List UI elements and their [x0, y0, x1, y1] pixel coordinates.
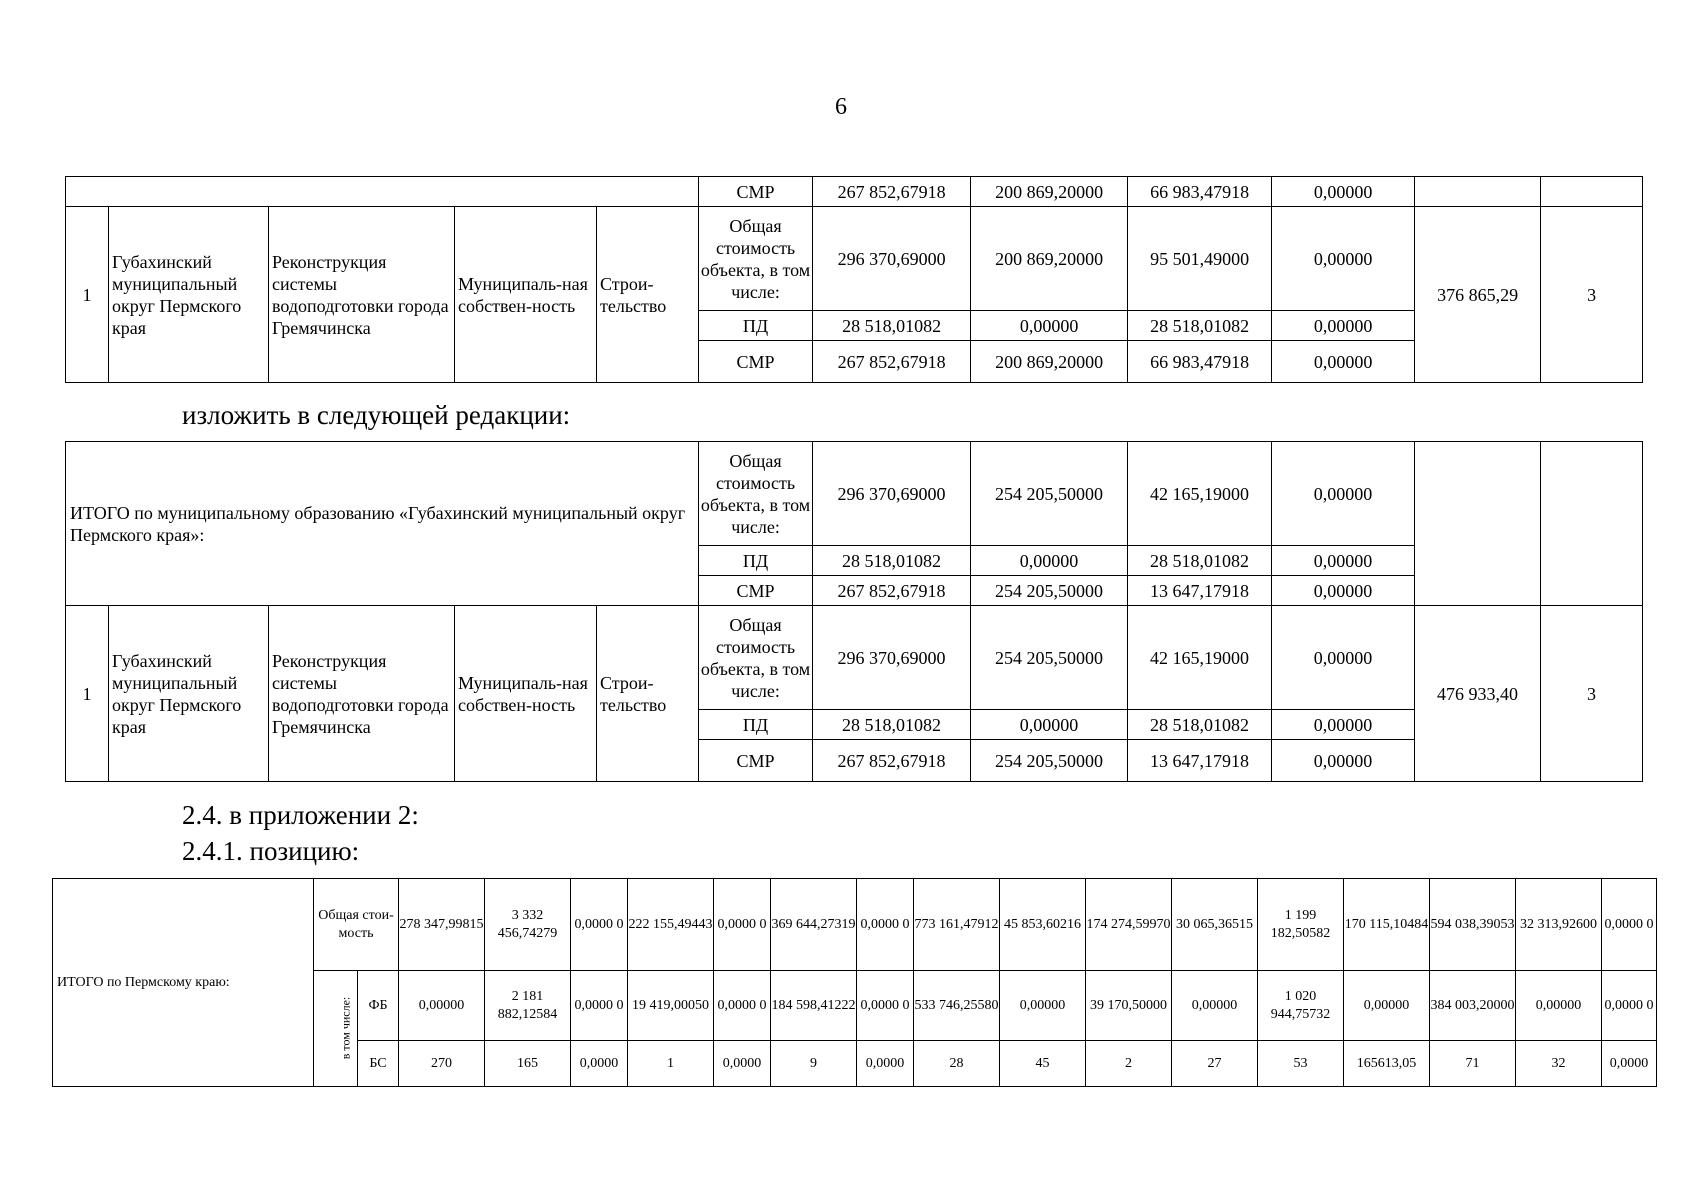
value-cell: 267 852,67918: [813, 576, 971, 606]
value-cell: 254 205,50000: [971, 442, 1128, 546]
value-cell: 165: [485, 1041, 571, 1087]
value-cell: 0,0000 0: [571, 971, 628, 1041]
value-cell: 594 038,39053: [1430, 879, 1516, 971]
total-cost-label: Общая стои-мость: [314, 879, 399, 971]
value-cell: 0,00000: [1272, 442, 1415, 546]
value-cell: 254 205,50000: [971, 606, 1128, 710]
value-cell: 0,00000: [1000, 971, 1086, 1041]
value-cell: 28 518,01082: [813, 311, 971, 341]
value-cell: 0,00000: [1272, 606, 1415, 710]
value-cell: 3 332 456,74279: [485, 879, 571, 971]
value-cell: 0,00000: [971, 546, 1128, 576]
position-heading: 2.4.1. позицию:: [182, 836, 360, 866]
table-row: [66, 177, 1643, 207]
value-cell: 0,00000: [399, 971, 485, 1041]
value-cell: 170 115,10484: [1344, 879, 1430, 971]
value-cell: 28 518,01082: [1128, 311, 1272, 341]
value-cell: 13 647,17918: [1128, 740, 1272, 782]
blank-cell: [66, 177, 699, 207]
work-type: Строи-тельство: [597, 606, 699, 782]
value-cell: 2 181 882,12584: [485, 971, 571, 1041]
value-cell: 0,00000: [1272, 710, 1415, 740]
fb-label: ФБ: [358, 971, 399, 1041]
row-label: СМР: [699, 740, 813, 782]
value-cell: 2: [1086, 1041, 1172, 1087]
value-cell: 278 347,99815: [399, 879, 485, 971]
value-cell: 0,00000: [1272, 740, 1415, 782]
value-cell: 0,0000: [857, 1041, 914, 1087]
value-cell: 254 205,50000: [971, 740, 1128, 782]
value-cell: 267 852,67918: [813, 341, 971, 383]
row-label: Общая стоимость объекта, в том числе:: [699, 442, 813, 546]
capacity-cell: 376 865,29: [1415, 207, 1541, 383]
value-cell: 254 205,50000: [971, 576, 1128, 606]
old-version-table: [65, 176, 1643, 383]
value-cell: 0,0000: [714, 1041, 771, 1087]
page-number: 6: [835, 94, 847, 120]
year-cell: 3: [1541, 606, 1643, 782]
value-cell: 0,0000: [571, 1041, 628, 1087]
value-cell: 0,00000: [1272, 177, 1415, 207]
row-number: 1: [66, 606, 109, 782]
value-cell: 222 155,49443: [628, 879, 714, 971]
including-label: в том числе:: [338, 996, 353, 1059]
value-cell: 28: [914, 1041, 1000, 1087]
row-label: ПД: [699, 710, 813, 740]
value-cell: 53: [1258, 1041, 1344, 1087]
value-cell: 296 370,69000: [813, 442, 971, 546]
value-cell: 42 165,19000: [1128, 442, 1272, 546]
value-cell: 30 065,36515: [1172, 879, 1258, 971]
value-cell: 0,00000: [1344, 971, 1430, 1041]
value-cell: 0,00000: [971, 311, 1128, 341]
value-cell: 66 983,47918: [1128, 341, 1272, 383]
value-cell: 32 313,92600: [1516, 879, 1602, 971]
value-cell: 0,00000: [1172, 971, 1258, 1041]
value-cell: 0,0000 0: [714, 971, 771, 1041]
value-cell: 27: [1172, 1041, 1258, 1087]
value-cell: 773 161,47912: [914, 879, 1000, 971]
value-cell: 19 419,00050: [628, 971, 714, 1041]
value-cell: 0,0000 0: [857, 879, 914, 971]
row-number: 1: [66, 207, 109, 383]
value-cell: 184 598,41222: [771, 971, 857, 1041]
value-cell: 0,0000 0: [571, 879, 628, 971]
value-cell: 39 170,50000: [1086, 971, 1172, 1041]
row-label: СМР: [699, 576, 813, 606]
object-name: Реконструкция системы водоподготовки города Гремячинска: [269, 606, 455, 782]
value-cell: 95 501,49000: [1128, 207, 1272, 311]
row-label: Общая стоимость объекта, в том числе:: [699, 207, 813, 311]
value-cell: 200 869,20000: [971, 177, 1128, 207]
new-version-table: [65, 441, 1643, 782]
value-cell: 28 518,01082: [813, 710, 971, 740]
value-cell: 1 199 182,50582: [1258, 879, 1344, 971]
table-row: [53, 879, 1657, 971]
including-label-cell: [314, 971, 358, 1087]
year-cell: 3: [1541, 207, 1643, 383]
value-cell: 0,00000: [1272, 207, 1415, 311]
row-label: Общая стоимость объекта, в том числе:: [699, 606, 813, 710]
blank-cell: [1415, 177, 1541, 207]
annex-heading: 2.4. в приложении 2:: [182, 800, 419, 830]
value-cell: 0,0000 0: [714, 879, 771, 971]
value-cell: 369 644,27319: [771, 879, 857, 971]
value-cell: 200 869,20000: [971, 341, 1128, 383]
value-cell: 174 274,59970: [1086, 879, 1172, 971]
value-cell: 296 370,69000: [813, 606, 971, 710]
value-cell: 384 003,20000: [1430, 971, 1516, 1041]
table-row: [66, 442, 1643, 546]
row-label: СМР: [699, 177, 813, 207]
value-cell: 9: [771, 1041, 857, 1087]
value-cell: 0,00000: [1272, 341, 1415, 383]
blank-cell: [1415, 442, 1541, 606]
value-cell: 0,0000 0: [1602, 879, 1657, 971]
blank-cell: [1541, 442, 1643, 606]
value-cell: 200 869,20000: [971, 207, 1128, 311]
value-cell: 296 370,69000: [813, 207, 971, 311]
value-cell: 1 020 944,75732: [1258, 971, 1344, 1041]
value-cell: 28 518,01082: [813, 546, 971, 576]
value-cell: 28 518,01082: [1128, 710, 1272, 740]
value-cell: 533 746,25580: [914, 971, 1000, 1041]
value-cell: 0,00000: [1516, 971, 1602, 1041]
capacity-cell: 476 933,40: [1415, 606, 1541, 782]
value-cell: 13 647,17918: [1128, 576, 1272, 606]
work-type: Строи-тельство: [597, 207, 699, 383]
ownership-form: Муниципаль-ная собствен-ность: [455, 207, 597, 383]
value-cell: 42 165,19000: [1128, 606, 1272, 710]
value-cell: 45: [1000, 1041, 1086, 1087]
municipality-name: Губахинский муниципальный округ Пермского края: [109, 207, 269, 383]
value-cell: 0,00000: [1272, 546, 1415, 576]
row-label: ПД: [699, 546, 813, 576]
row-label: ПД: [699, 311, 813, 341]
object-name: Реконструкция системы водоподготовки города Гремячинска: [269, 207, 455, 383]
table-row: [66, 606, 1643, 710]
value-cell: 0,00000: [971, 710, 1128, 740]
value-cell: 45 853,60216: [1000, 879, 1086, 971]
value-cell: 71: [1430, 1041, 1516, 1087]
itogo-municipal-label: ИТОГО по муниципальному образованию «Губахинский муниципальный округ Пермского края»:: [66, 442, 699, 606]
perm-region-table: [52, 878, 1657, 1087]
value-cell: 1: [628, 1041, 714, 1087]
ownership-form: Муниципаль-ная собствен-ность: [455, 606, 597, 782]
table-row: [66, 207, 1643, 311]
bs-label: БС: [358, 1041, 399, 1087]
value-cell: 66 983,47918: [1128, 177, 1272, 207]
perm-itogo-label: ИТОГО по Пермскому краю:: [53, 879, 314, 1087]
value-cell: 0,00000: [1272, 576, 1415, 606]
value-cell: 0,0000: [1602, 1041, 1657, 1087]
value-cell: 267 852,67918: [813, 177, 971, 207]
value-cell: 0,0000 0: [857, 971, 914, 1041]
value-cell: 32: [1516, 1041, 1602, 1087]
value-cell: 267 852,67918: [813, 740, 971, 782]
value-cell: 270: [399, 1041, 485, 1087]
value-cell: 0,00000: [1272, 311, 1415, 341]
value-cell: 165613,05: [1344, 1041, 1430, 1087]
value-cell: 0,0000 0: [1602, 971, 1657, 1041]
municipality-name: Губахинский муниципальный округ Пермского края: [109, 606, 269, 782]
row-label: СМР: [699, 341, 813, 383]
blank-cell: [1541, 177, 1643, 207]
edit-instruction: изложить в следующей редакции:: [182, 400, 571, 430]
value-cell: 28 518,01082: [1128, 546, 1272, 576]
